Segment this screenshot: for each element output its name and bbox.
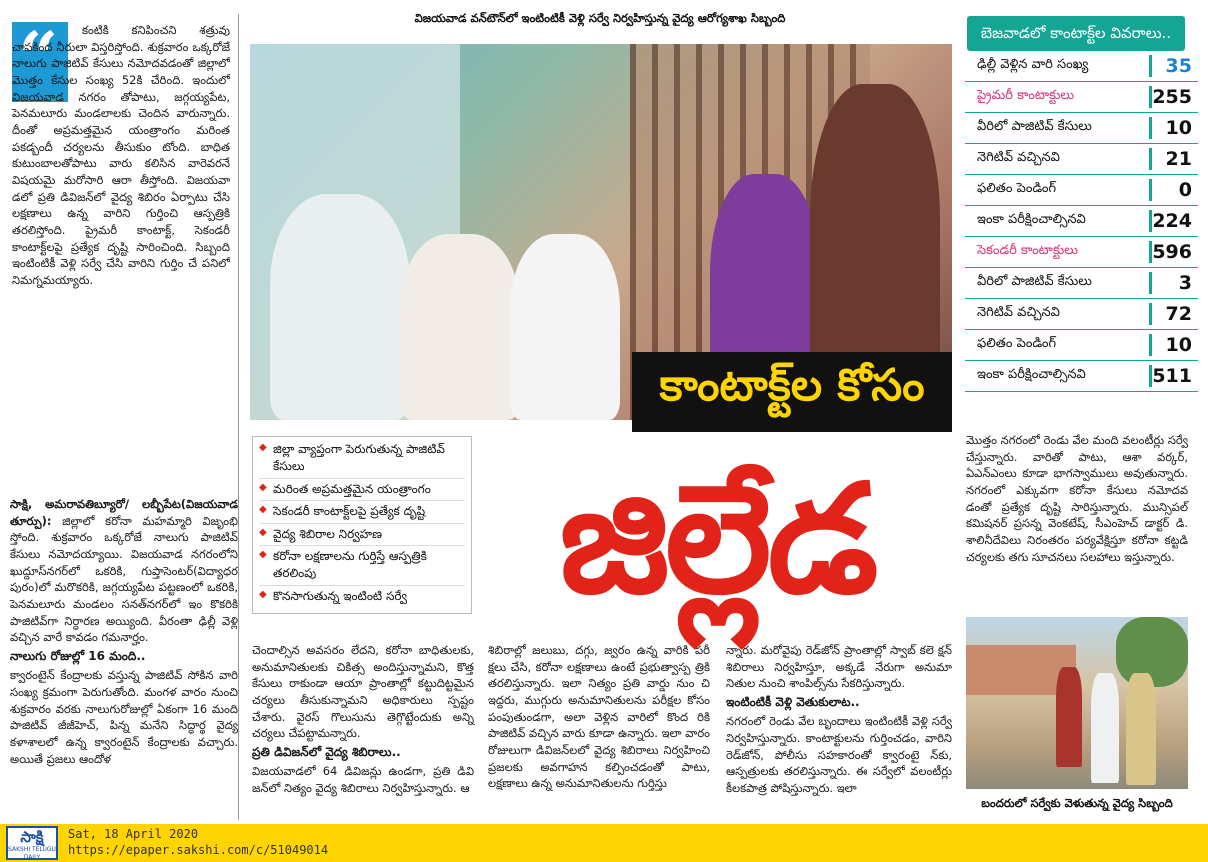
- key-points-box: [252, 436, 472, 614]
- table-row: ఇంకా పరీక్షించాల్సినవి 224: [965, 206, 1198, 237]
- key-point: ◆ వైద్య శిబిరాల నిర్వహణ: [259, 526, 465, 546]
- table-row: నెగిటివ్ వచ్చినవి 72: [965, 299, 1198, 330]
- body-column-4: [488, 642, 710, 794]
- table-row: ఫలితం పెండింగ్ 0: [965, 175, 1198, 206]
- table-row: ఇంకా పరీక్షించాల్సినవి 511: [965, 361, 1198, 392]
- photo-overlay-title: కాంటాక్ట్‌ల కోసం: [632, 352, 952, 432]
- footer-url[interactable]: https://epaper.sakshi.com/c/51049014: [68, 843, 329, 857]
- col4-text: శిబిరాల్లో జలుబు, దగ్గు, జ్వరం ఉన్న వారికి పరీ క్షలు చేసి, కరోనా లక్షణాలు ఉంటే ప్రభుత్వాస్ప త్రికి తరలిస్తున్నారు. ఇలా నిత్యం ప్రతి వార్డు నుం చి ఇద్దరు, ముగ్గురు అనుమానితులను పరీక్షల కోసం పంపుతుండగా, అలా వెళ్లిన వారిలో కొంద రికి పాజిటివ్ వచ్చిన వారు కూడా ఉన్నారు. ఇలా వారం రోజులుగా డివిజన్‌లలో వైద్య శిబిరాలు నిర్వహించి ప్రజలకు అవగాహన కల్పించడంతో పాటు, లక్షణాలు ఉన్న అనుమానితులను గుర్తిస్తు: [488, 643, 710, 791]
- body-column-3: [252, 642, 474, 799]
- table-row: నెగిటివ్ వచ్చినవి 21: [965, 144, 1198, 175]
- col3-text2: విజయవాడలో 64 డివిజన్లు ఉండగా, ప్రతి డివి జన్‌లో నిత్యం వైద్య శిబిరాలు నిర్వహిస్తున్నారు. ఆ: [252, 764, 474, 796]
- right-body-text: మొత్తం నగరంలో రెండు వేల మంది వలంటీర్లు సర్వే చేస్తున్నారు. వారితో పాటు, ఆశా వర్కర్, ఏఎన్‌ఎంలు కూడా భాగస్వాములు అవుతున్నారు. నగరంలో ఎక్కువగా కరోనా కేసులు నమోదవ డంతో ప్రత్యేక దృష్టి సారిస్తున్నారు. మున్సిపల్ కమిషనర్ ప్రసన్న వెంకటేష్, సీఎంహెచ్ డాక్టర్ డి. శాలినీదేవిలు నిరంతరం పర్యవేక్షిస్తూ కరోనా కట్టడి చర్యలకు తగు సూచనలు సలహాలు ఇస్తున్నారు.: [966, 433, 1188, 564]
- left-subhead: నాలుగు రోజుల్లో 16 మంది..: [10, 649, 146, 664]
- table-row: సెకండరీ కాంటాక్టులు 596: [965, 237, 1198, 268]
- body-column-5: [726, 642, 952, 799]
- dateline: సాక్షి, అమరావతిబ్యూరో/ లబ్బీపేట(విజయవాడ తూర్పు):: [10, 497, 238, 528]
- col3-text: చెందాల్సిన అవసరం లేదని, కరోనా బాధితులకు, అనుమానితులకు చికిత్స అందిస్తున్నామని, కొత్త కేసులు రాకుండా ఆయా ప్రాంతాల్లో కట్టుదిట్టమైన చర్యలు తీసుకున్నామని అధికారులు స్పష్టం చేశారు. వైరస్ గొలుసును తెగ్గొట్టేందుకు అన్ని చర్యలు చేపట్టామన్నారు.: [252, 643, 474, 741]
- col3-subhead: ప్రతి డివిజన్‌లో వైద్య శిబిరాలు..: [252, 745, 401, 760]
- photo-caption: విజయవాడ వన్‌టౌన్‌లో ఇంటింటికీ వెళ్లి సర్వే నిర్వహిస్తున్న వైద్య ఆరోగ్యశాఖ సిబ్బంది: [414, 11, 786, 25]
- key-point: ◆ కరోనా లక్షణాలను గుర్తిస్తే ఆస్పత్రికి తరలింపు: [259, 548, 465, 586]
- table-row: వీరిలో పాజిటివ్ కేసులు 10: [965, 113, 1198, 144]
- col5-text2: నగరంలో రెండు వేల బృందాలు ఇంటింటికీ వెళ్లి సర్వే నిర్వహిస్తున్నారు. కాంటాక్టులను గుర్తించడం, వారిని రెడ్‌జోన్, పోలీసు సహకారంతో క్వారంటై న్‌కు, ఆస్పత్రులకు తరలిస్తున్నారు. ఈ సర్వేలో వలంటీర్లు కీలకపాత్ర పోషిస్తున్నారు. ఇలా: [726, 714, 952, 796]
- left-body-column: [10, 496, 238, 769]
- footer-date: Sat, 18 April 2020: [68, 827, 199, 841]
- key-point: ◆ సెకండరీ కాంటాక్ట్‌లపై ప్రత్యేక దృష్టి: [259, 503, 465, 523]
- col5-subhead: ఇంటింటికీ వెళ్లి వెతుకులాట..: [726, 695, 860, 710]
- table-row: ప్రైమరీ కాంటాక్టులు 255: [965, 82, 1198, 113]
- key-point: ◆ మరింత అప్రమత్తమైన యంత్రాంగం: [259, 481, 465, 501]
- key-point: ◆ కొనసాగుతున్న ఇంటింటి సర్వే: [259, 588, 465, 607]
- key-point: ◆ జిల్లా వ్యాప్తంగా పెరుగుతున్న పాజిటివ్ కేసులు: [259, 441, 465, 479]
- left-body-text: జిల్లాలో కరోనా మహమ్మారి విజృంభి స్తోంది. శుక్రవారం ఒక్కరోజే నాలుగు పాజిటివ్ కేసులు నమోదయ్యాయి. విజయవాడ నగరంలోని ఖుద్దూస్‌నగర్‌లో ఒకరికి, గుప్తాసెంటర్(విద్యాధర పురం)లో మరొకరికి, జగ్గయ్యపేట పట్టణంలో ఒకరికి, పెనమలూరు మండలం సనత్‌నగర్‌లో ఇం కొకరికి పాజిటివ్‌గా నిర్ధారణ అయ్యింది. వీరంతా ఢిల్లీ వెళ్లి వచ్చిన వారే కావడం గమనార్హం.: [10, 513, 238, 645]
- contacts-table: [965, 16, 1198, 392]
- sakshi-logo: సాక్షి SAKSHI TELUGU DAILY: [6, 826, 58, 860]
- table-row: ఢిల్లీ వెళ్లిన వారి సంఖ్య 35: [965, 51, 1198, 82]
- left-body-text2: క్వారంటైన్ కేంద్రాలకు వస్తున్న పాజిటివ్ సోకిన వారి సంఖ్య క్రమంగా పెరుగుతోంది. మంగళ వారం నుంచి శుక్రవారం వరకు నాలుగురోజుల్లో ఏకంగా 16 మంది పాజిటివ్ జీజీహెచ్, పిన్న మనేని సిద్ధార్థ వైద్య కళాశాలలో ఉన్న క్వారంటైన్ కేంద్రాలకు వచ్చారు. అయితే ప్రజలు ఆందోళ: [10, 668, 238, 766]
- footer-bar: [0, 824, 1208, 862]
- intro-text: కంటికి కనిపించని శత్రువు చాపకింద నీరులా విస్తరిస్తోంది. శుక్రవారం ఒక్కరోజే నాలుగు పాజిటివ్ కేసులు నమోదవడంతో జిల్లాలో మొత్తం కేసుల సంఖ్య 52కి చేరింది. ఇందులో విజయవాడ నగరం తోపాటు, జగ్గయ్యపేట, పెనమలూరు మండలాలకు చెందిన వారున్నారు. దీంతో అప్రమత్తమైన యంత్రాంగం మరింత పకడ్బందీ చర్యలను తీసుకుం టోంది. బాధిత కుటుంబాలతోపాటు వారు కలిసిన వారెవరనే విషయమై మరోసారి ఆరా తీస్తోంది. విజయవా డలో ప్రతి డివిజన్‌లో వైద్య శిబిరం ఏర్పాటు చేసి లక్షణాలు ఉన్న వారిని గుర్తించి ఆస్పత్రికి తరలిస్తోంది. ప్రైమరీ కాంటాక్ట్, సెకండరీ కాంటాక్ట్‌లపై ప్రత్యేక దృష్టి సారించింది. సిబ్బంది ఇంటింటికీ వెళ్లి సర్వే చేసి వారిని గుర్తిం చే పనిలో నిమగ్నమయ్యారు.: [12, 23, 230, 288]
- table-title: బెజవాడలో కాంటాక్ట్‌ల వివరాలు..: [967, 16, 1185, 51]
- table-row: వీరిలో పాజిటివ్ కేసులు 3: [965, 268, 1198, 299]
- secondary-photo-caption: బందరులో సర్వేకు వెళుతున్న వైద్య సిబ్బంది: [981, 796, 1173, 810]
- intro-paragraph: [12, 22, 230, 291]
- col5-text: న్నారు. మరోవైపు రెడ్‌జోన్ ప్రాంతాల్లో స్వాబ్ కలె క్షన్ శిబిరాలు నిర్వహిస్తూ, అక్కడే నేరుగా అనుమా నితుల నుంచి శాంపిల్స్‌ను సేకరిస్తున్నారు.: [726, 643, 952, 691]
- column-divider: [238, 14, 239, 820]
- table-row: ఫలితం పెండింగ్ 10: [965, 330, 1198, 361]
- main-headline: జిల్లేడ: [559, 453, 875, 627]
- right-body-column: [966, 432, 1188, 567]
- quote-mark: “: [18, 16, 59, 99]
- secondary-photo: [966, 617, 1188, 789]
